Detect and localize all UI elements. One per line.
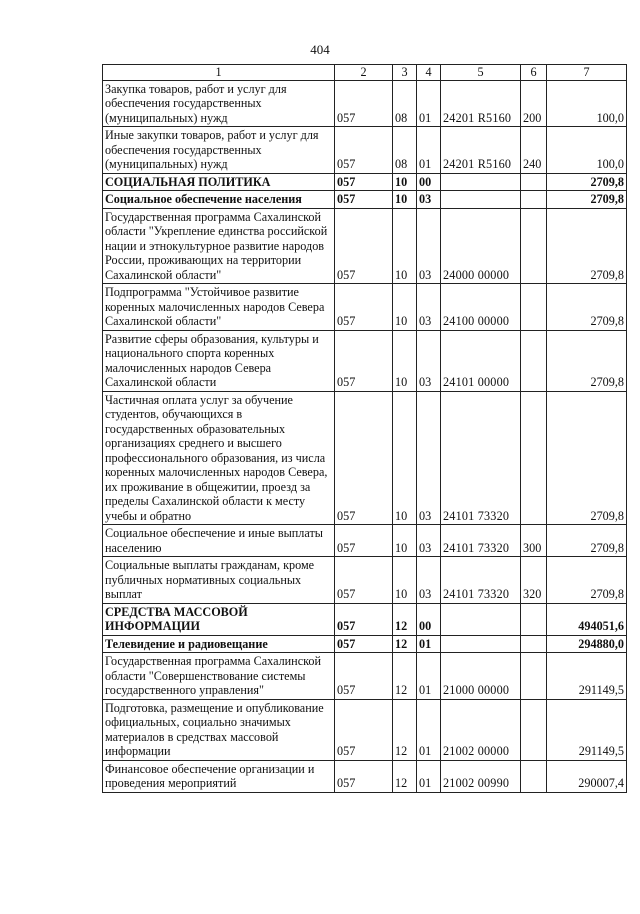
table-row [103,635,627,653]
row-pr: 03 [417,330,441,391]
row-rz: 10 [393,208,417,284]
row-gr: 057 [335,127,393,174]
row-csr: 24101 73320 [441,391,521,525]
table-row [103,391,627,525]
row-vr [521,191,547,209]
row-vr [521,603,547,635]
row-vr [521,284,547,331]
row-gr: 057 [335,284,393,331]
row-name: СОЦИАЛЬНАЯ ПОЛИТИКА [103,173,335,191]
row-name: Подпрограмма "Устойчивое развитие коренных малочисленных народов Севера Сахалинской области" [103,284,335,331]
row-rz: 12 [393,699,417,760]
row-rz: 10 [393,525,417,557]
row-rz: 12 [393,760,417,792]
row-pr: 03 [417,208,441,284]
row-vr [521,173,547,191]
row-name: СРЕДСТВА МАССОВОЙ ИНФОРМАЦИИ [103,603,335,635]
row-gr: 057 [335,191,393,209]
row-csr: 24000 00000 [441,208,521,284]
row-csr: 24101 73320 [441,557,521,604]
row-name: Социальные выплаты гражданам, кроме публичных нормативных социальных выплат [103,557,335,604]
row-csr: 24100 00000 [441,284,521,331]
row-pr: 01 [417,653,441,700]
row-pr: 03 [417,525,441,557]
row-rz: 10 [393,330,417,391]
row-name: Государственная программа Сахалинской области "Укрепление единства российской нации и этнокультурное развитие народов России, проживающих на территории Сахалинской области" [103,208,335,284]
table-row [103,603,627,635]
table-row [103,653,627,700]
row-rz: 08 [393,127,417,174]
row-vr: 300 [521,525,547,557]
row-gr: 057 [335,391,393,525]
row-gr: 057 [335,653,393,700]
table-row [103,191,627,209]
row-rz: 10 [393,191,417,209]
row-pr: 01 [417,127,441,174]
row-pr: 01 [417,80,441,127]
row-csr: 21002 00000 [441,699,521,760]
row-gr: 057 [335,208,393,284]
row-csr [441,603,521,635]
row-pr: 00 [417,603,441,635]
table-row [103,760,627,792]
table-row [103,208,627,284]
table-row [103,525,627,557]
budget-table [102,64,627,793]
row-rz: 10 [393,391,417,525]
row-sum: 2709,8 [547,391,627,525]
row-gr: 057 [335,603,393,635]
row-sum: 2709,8 [547,191,627,209]
row-vr [521,699,547,760]
row-sum: 2709,8 [547,208,627,284]
row-sum: 294880,0 [547,635,627,653]
row-name: Развитие сферы образования, культуры и национального спорта коренных малочисленных народов Севера Сахалинской области [103,330,335,391]
table-row [103,699,627,760]
row-pr: 01 [417,760,441,792]
page-number: 404 [310,42,330,57]
row-vr: 200 [521,80,547,127]
table-row [103,127,627,174]
row-sum: 2709,8 [547,173,627,191]
header-cell: 7 [547,65,627,81]
row-name: Социальное обеспечение населения [103,191,335,209]
header-cell: 2 [335,65,393,81]
row-rz: 12 [393,603,417,635]
table-row [103,284,627,331]
row-csr: 24101 73320 [441,525,521,557]
row-csr: 24201 R5160 [441,80,521,127]
row-rz: 12 [393,653,417,700]
row-sum: 291149,5 [547,699,627,760]
table-row [103,557,627,604]
row-name: Государственная программа Сахалинской области "Совершенствование системы государственного управления" [103,653,335,700]
row-pr: 01 [417,635,441,653]
row-gr: 057 [335,760,393,792]
header-row [103,65,627,81]
table-row [103,80,627,127]
row-rz: 10 [393,173,417,191]
row-vr [521,653,547,700]
row-vr [521,208,547,284]
header-cell: 5 [441,65,521,81]
row-pr: 03 [417,284,441,331]
row-vr [521,635,547,653]
row-pr: 00 [417,173,441,191]
row-csr [441,635,521,653]
row-csr: 24201 R5160 [441,127,521,174]
table-row [103,330,627,391]
row-sum: 100,0 [547,80,627,127]
row-csr: 21000 00000 [441,653,521,700]
header-cell: 4 [417,65,441,81]
row-rz: 12 [393,635,417,653]
row-sum: 290007,4 [547,760,627,792]
row-name: Социальное обеспечение и иные выплаты населению [103,525,335,557]
row-vr [521,330,547,391]
row-gr: 057 [335,557,393,604]
row-csr: 24101 00000 [441,330,521,391]
header-cell: 1 [103,65,335,81]
row-gr: 057 [335,80,393,127]
row-pr: 01 [417,699,441,760]
row-sum: 2709,8 [547,284,627,331]
header-cell: 3 [393,65,417,81]
row-name: Закупка товаров, работ и услуг для обеспечения государственных (муниципальных) нужд [103,80,335,127]
row-rz: 08 [393,80,417,127]
row-gr: 057 [335,330,393,391]
row-vr [521,391,547,525]
budget-table-body [103,80,627,792]
row-gr: 057 [335,699,393,760]
row-sum: 100,0 [547,127,627,174]
row-csr: 21002 00990 [441,760,521,792]
row-name: Частичная оплата услуг за обучение студентов, обучающихся в государственных образовательных организациях среднего и высшего профессионального образования, из числа коренных малочисленных народов Севера, их проживание в общежитии, проезд за пределы Сахалинской области к месту учебы и обратно [103,391,335,525]
row-vr [521,760,547,792]
row-vr: 240 [521,127,547,174]
row-gr: 057 [335,173,393,191]
row-name: Телевидение и радиовещание [103,635,335,653]
row-vr: 320 [521,557,547,604]
row-name: Финансовое обеспечение организации и проведения мероприятий [103,760,335,792]
row-pr: 03 [417,391,441,525]
row-csr [441,173,521,191]
row-csr [441,191,521,209]
row-pr: 03 [417,191,441,209]
row-name: Иные закупки товаров, работ и услуг для обеспечения государственных (муниципальных) нужд [103,127,335,174]
row-name: Подготовка, размещение и опубликование официальных, социально значимых материалов в средствах массовой информации [103,699,335,760]
row-rz: 10 [393,284,417,331]
row-sum: 494051,6 [547,603,627,635]
row-rz: 10 [393,557,417,604]
row-sum: 2709,8 [547,525,627,557]
header-cell: 6 [521,65,547,81]
table-row [103,173,627,191]
row-pr: 03 [417,557,441,604]
row-sum: 2709,8 [547,330,627,391]
row-gr: 057 [335,525,393,557]
row-sum: 2709,8 [547,557,627,604]
row-gr: 057 [335,635,393,653]
row-sum: 291149,5 [547,653,627,700]
